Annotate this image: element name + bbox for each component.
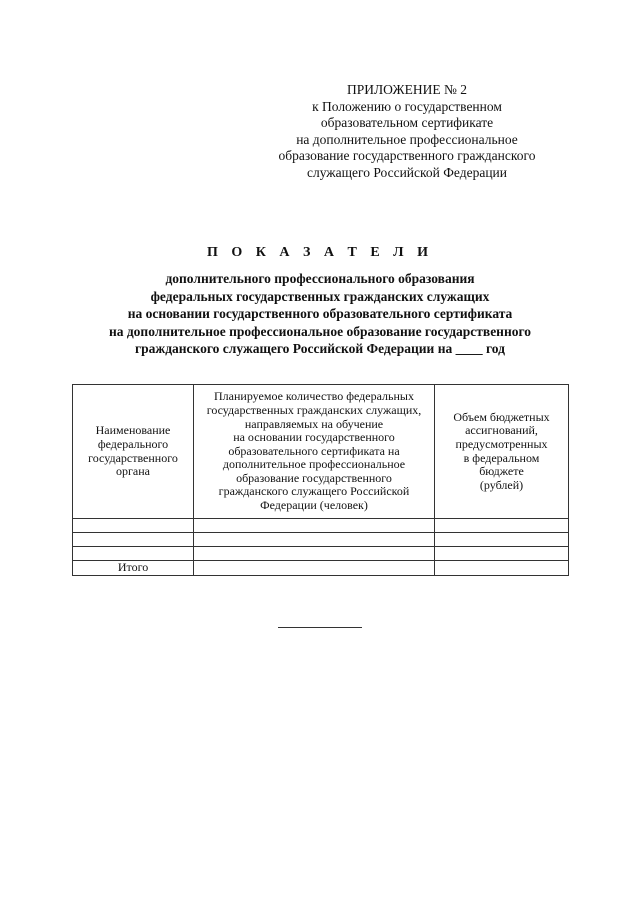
appendix-line: служащего Российской Федерации bbox=[307, 164, 507, 180]
header-line: государственного bbox=[88, 450, 178, 465]
table-row bbox=[73, 519, 569, 533]
header-planned-count bbox=[194, 385, 435, 519]
table-header-row bbox=[73, 385, 569, 519]
header-line: (рублей) bbox=[479, 477, 524, 492]
header-line: гражданского служащего Российской bbox=[218, 484, 410, 499]
table-cell bbox=[194, 547, 435, 561]
header-line: образование государственного bbox=[236, 470, 392, 485]
appendix-line: на дополнительное профессиональное bbox=[296, 131, 518, 147]
table-cell bbox=[194, 533, 435, 547]
indicators-table bbox=[72, 384, 569, 576]
end-divider-line bbox=[278, 627, 362, 628]
table-cell bbox=[435, 547, 569, 561]
table-cell bbox=[194, 519, 435, 533]
header-line: на основании государственного bbox=[233, 430, 395, 445]
appendix-line: к Положению о государственном bbox=[312, 98, 502, 114]
header-line: ассигнований, bbox=[465, 423, 538, 438]
table-cell bbox=[73, 547, 194, 561]
header-budget-allocations bbox=[435, 385, 569, 519]
total-planned-count-cell bbox=[194, 561, 435, 576]
header-line: Объем бюджетных bbox=[453, 409, 550, 424]
document-title: П О К А З А Т Е Л И bbox=[206, 245, 434, 260]
header-line: в федеральном bbox=[463, 450, 540, 465]
document-subtitle bbox=[0, 270, 640, 358]
appendix-line: образование государственного гражданского bbox=[278, 148, 536, 164]
header-line: Федерации (человек) bbox=[260, 498, 368, 513]
header-line: федерального bbox=[97, 436, 169, 451]
subtitle-line: на дополнительное профессиональное образование государственного bbox=[108, 323, 532, 339]
table-cell bbox=[73, 533, 194, 547]
appendix-line: ПРИЛОЖЕНИЕ № 2 bbox=[346, 82, 468, 97]
header-line: Наименование bbox=[95, 423, 171, 438]
total-label: Итого bbox=[73, 561, 194, 576]
total-budget-cell bbox=[435, 561, 569, 576]
subtitle-line: на основании государственного образовательного сертификата bbox=[127, 306, 513, 322]
subtitle-line: дополнительного профессионального образования bbox=[165, 271, 475, 286]
subtitle-line: федеральных государственных гражданских служащих bbox=[150, 288, 490, 304]
appendix-header bbox=[232, 82, 582, 182]
subtitle-line: гражданского служащего Российской Федерации на ____ год bbox=[135, 341, 505, 357]
table-cell bbox=[435, 533, 569, 547]
table-row bbox=[73, 547, 569, 561]
header-agency-name bbox=[73, 385, 194, 519]
table-row bbox=[73, 533, 569, 547]
header-line: дополнительное профессиональное bbox=[222, 457, 406, 472]
header-line: Планируемое количество федеральных bbox=[214, 389, 414, 404]
header-line: предусмотренных bbox=[455, 436, 548, 451]
header-line: направляемых на обучение bbox=[244, 416, 384, 431]
appendix-line: образовательном сертификате bbox=[320, 115, 494, 131]
header-line: государственных гражданских служащих, bbox=[206, 402, 422, 417]
header-line: бюджете bbox=[479, 464, 524, 479]
table-cell bbox=[73, 519, 194, 533]
header-line: органа bbox=[116, 464, 150, 479]
table-cell bbox=[435, 519, 569, 533]
header-line: образовательного сертификата на bbox=[228, 443, 400, 458]
total-row bbox=[73, 561, 569, 576]
